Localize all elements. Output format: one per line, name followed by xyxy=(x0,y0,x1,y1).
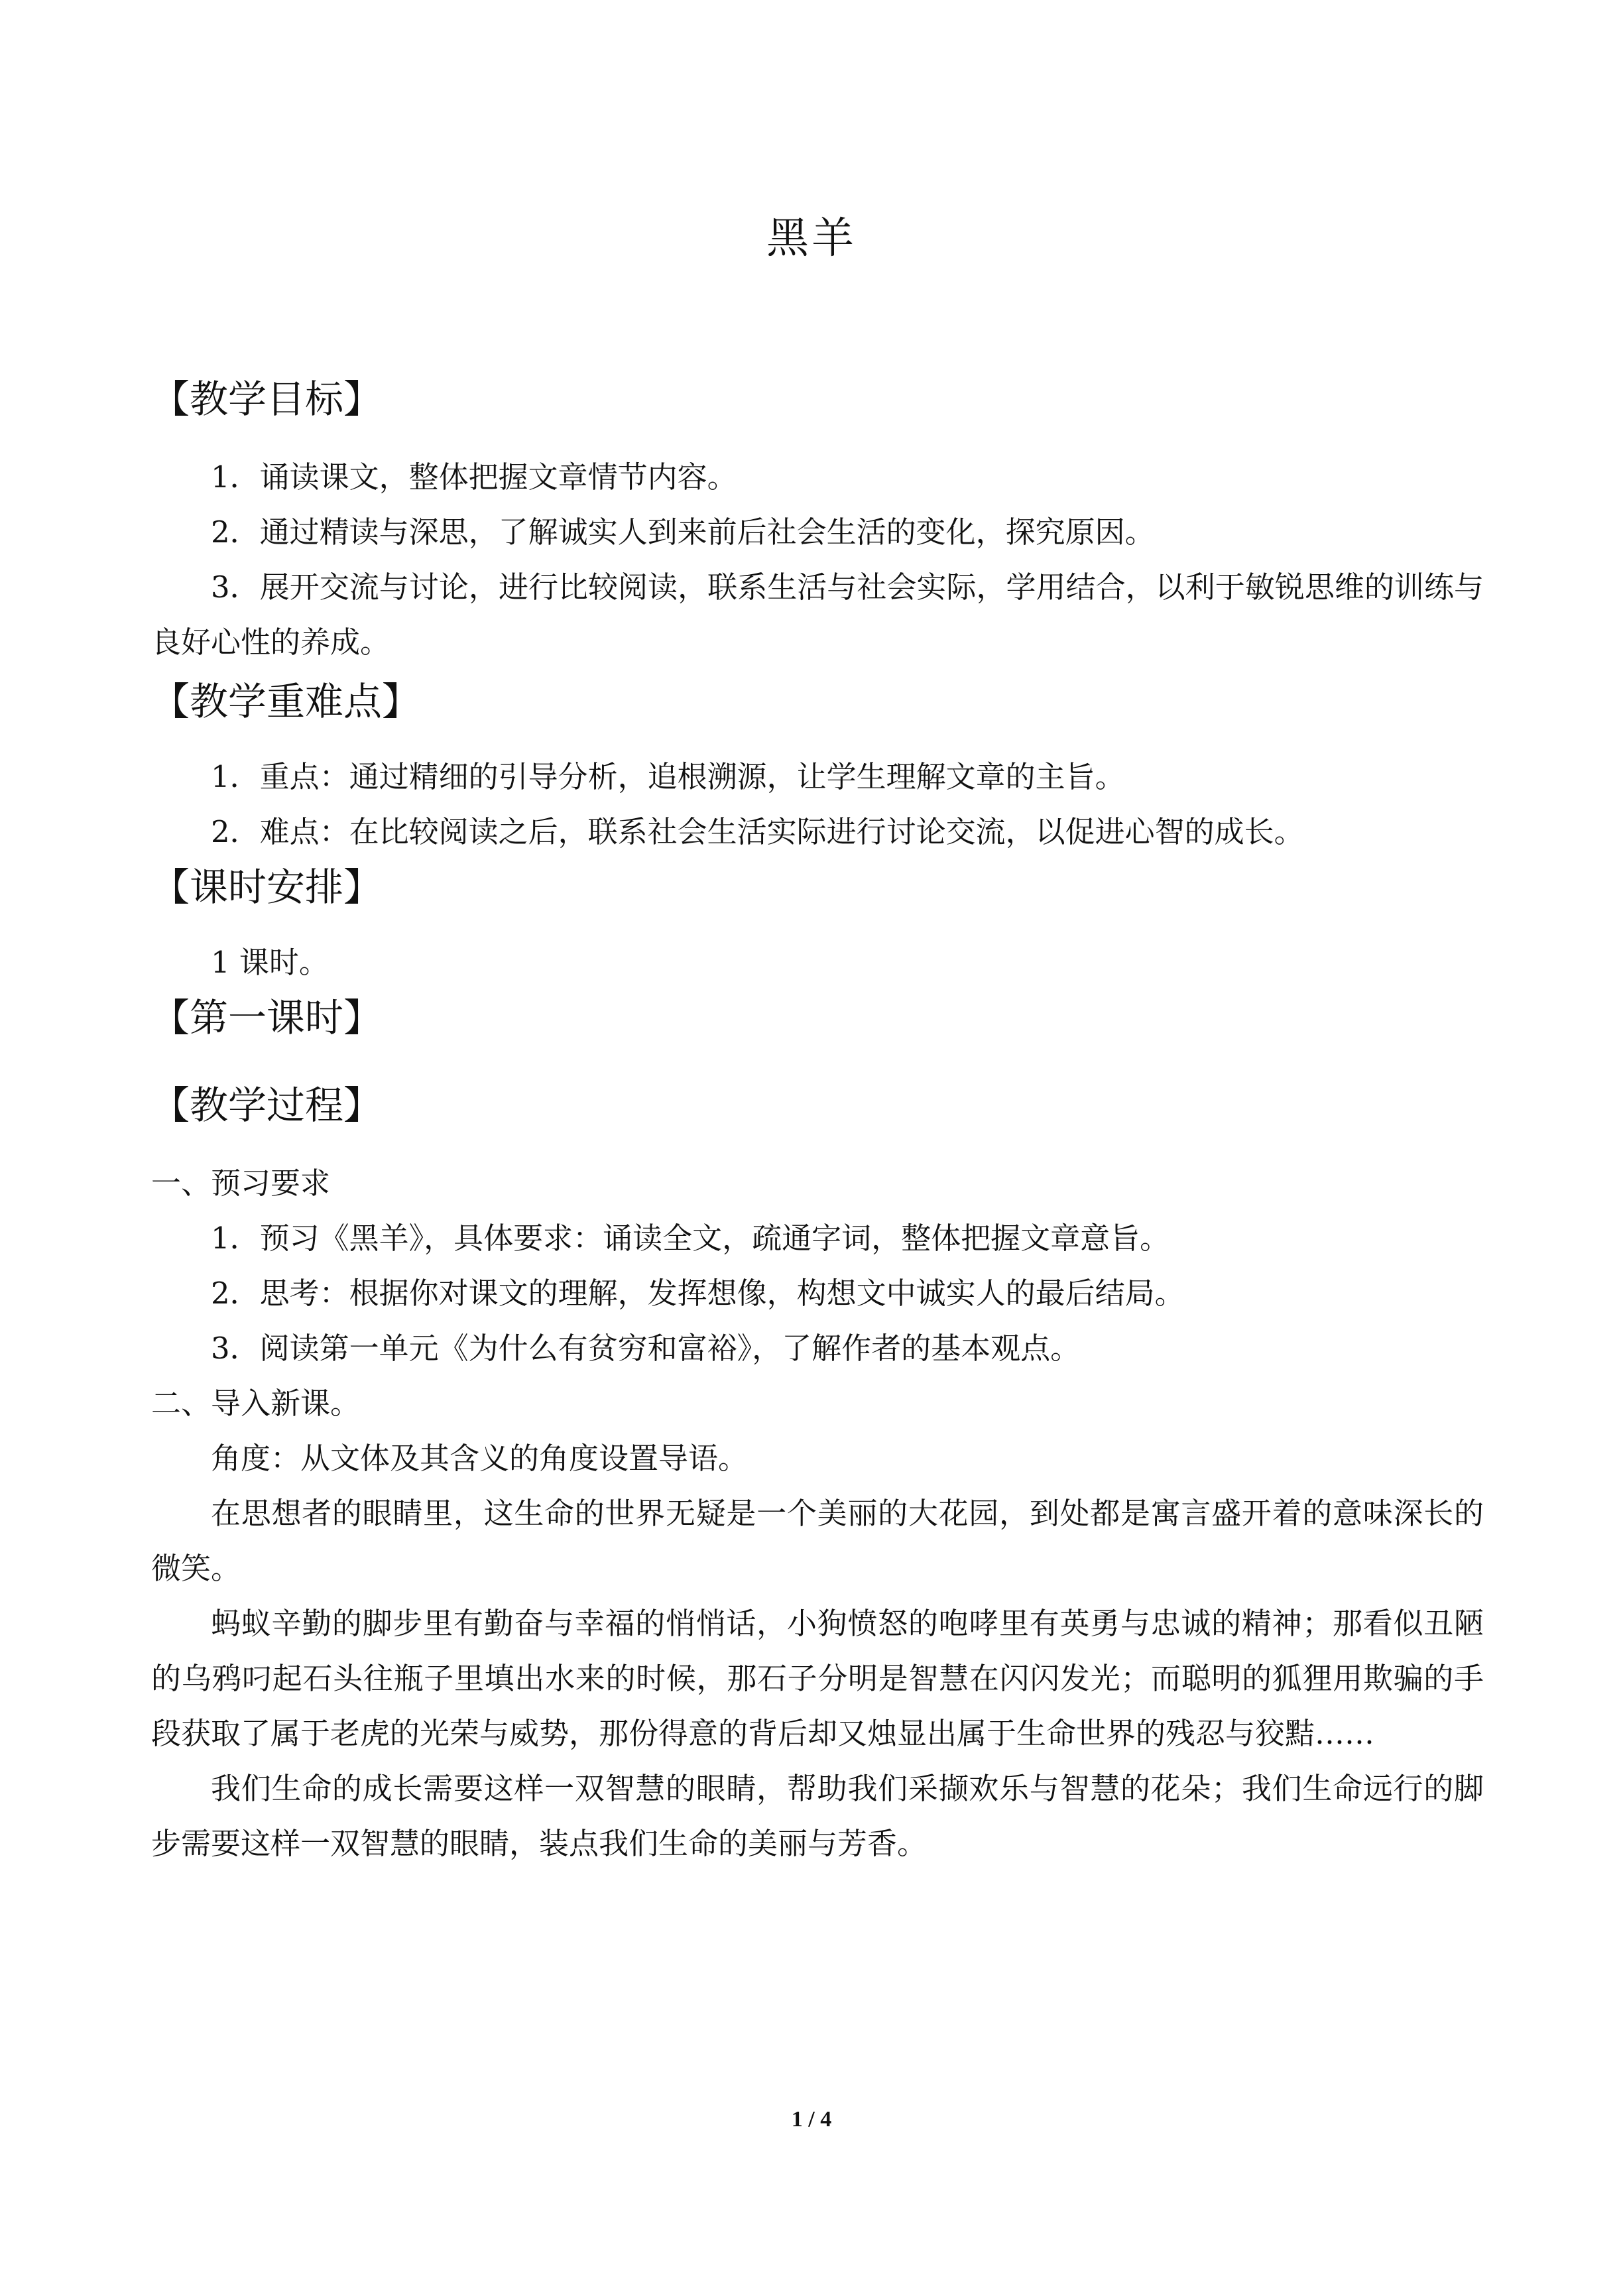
intro-paragraph: 我们生命的成长需要这样一双智慧的眼睛，帮助我们采撷欢乐与智慧的花朵；我们生命远行的脚步需要这样一双智慧的眼睛，装点我们生命的美丽与芳香。 xyxy=(151,1771,1484,1861)
schedule-text: 1 课时。 xyxy=(211,945,329,980)
preview-item: 3．阅读第一单元《为什么有贫穷和富裕》，了解作者的基本观点。 xyxy=(211,1331,1081,1366)
section-intro-title: 二、导入新课。 xyxy=(151,1386,361,1421)
objective-item: 1．诵读课文，整体把握文章情节内容。 xyxy=(211,459,737,495)
key-point-item: 1．重点：通过精细的引导分析，追根溯源，让学生理解文章的主旨。 xyxy=(211,759,1125,794)
preview-item: 2．思考：根据你对课文的理解，发挥想像，构想文中诚实人的最后结局。 xyxy=(211,1276,1185,1311)
objective-item: 3．展开交流与讨论，进行比较阅读，联系生活与社会实际，学用结合，以利于敏锐思维的训练与良好心性的养成。 xyxy=(151,570,1484,660)
intro-paragraph: 蚂蚁辛勤的脚步里有勤奋与幸福的悄悄话，小狗愤怒的咆哮里有英勇与忠诚的精神；那看似丑陋的乌鸦叼起石头往瓶子里填出水来的时候，那石子分明是智慧在闪闪发光；而聪明的狐狸用欺骗的手段获取了属于老虎的光荣与威势，那份得意的背后却又烛显出属于生命世界的残忍与狡黠…… xyxy=(151,1606,1484,1751)
heading-process: 【教学过程】 xyxy=(151,1083,383,1128)
key-point-item: 2．难点：在比较阅读之后，联系社会生活实际进行讨论交流，以促进心智的成长。 xyxy=(211,814,1304,849)
heading-objectives: 【教学目标】 xyxy=(151,377,383,422)
heading-schedule: 【课时安排】 xyxy=(151,865,383,910)
page-title: 黑羊 xyxy=(766,214,857,263)
objective-item: 2．通过精读与深思，了解诚实人到来前后社会生活的变化，探究原因。 xyxy=(211,514,1155,550)
heading-key-points: 【教学重难点】 xyxy=(151,679,421,724)
section-preview-title: 一、预习要求 xyxy=(151,1166,331,1201)
intro-paragraph: 角度：从文体及其含义的角度设置导语。 xyxy=(211,1441,749,1476)
page-number: 1 / 4 xyxy=(791,2107,832,2132)
heading-first-lesson: 【第一课时】 xyxy=(151,995,383,1040)
document-body xyxy=(151,371,1484,1871)
intro-paragraph: 在思想者的眼睛里，这生命的世界无疑是一个美丽的大花园，到处都是寓言盛开着的意味深长的微笑。 xyxy=(151,1496,1484,1586)
preview-item: 1．预习《黑羊》，具体要求：诵读全文，疏通字词，整体把握文章意旨。 xyxy=(211,1221,1170,1256)
